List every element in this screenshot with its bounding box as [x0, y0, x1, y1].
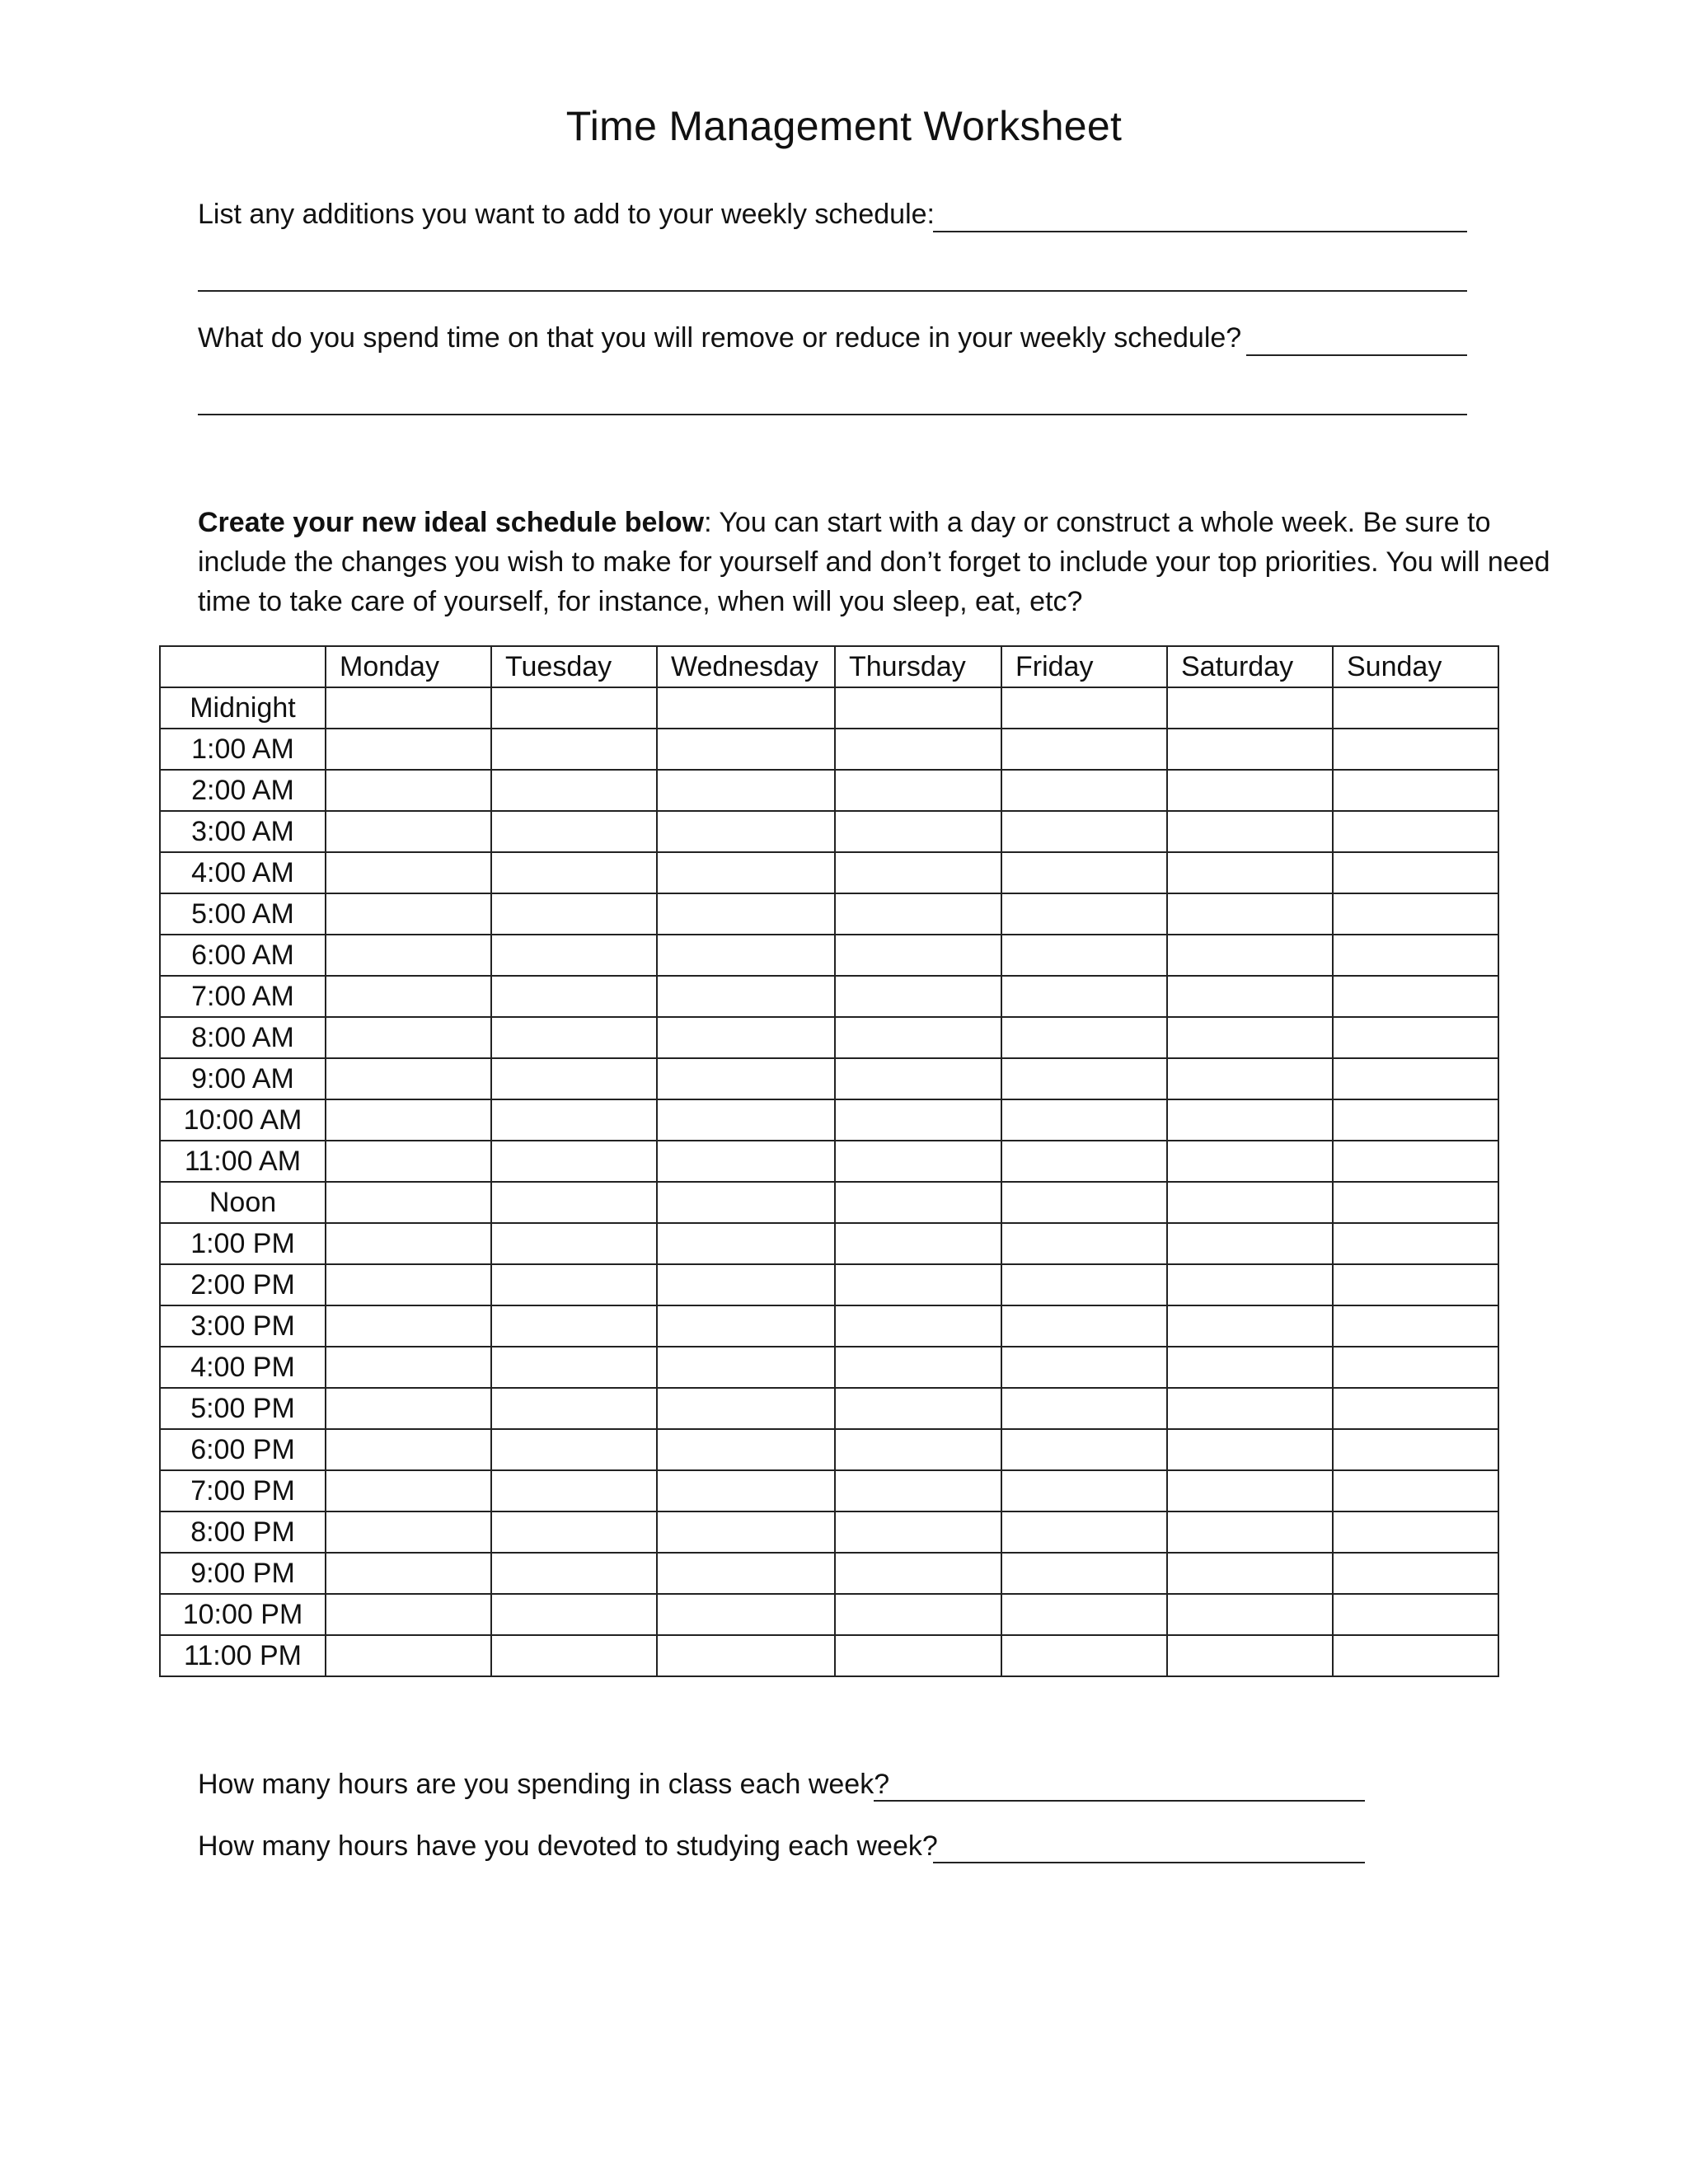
schedule-cell[interactable]	[491, 1223, 657, 1264]
schedule-cell[interactable]	[1333, 935, 1498, 976]
schedule-cell[interactable]	[835, 1635, 1001, 1676]
schedule-cell[interactable]	[1333, 976, 1498, 1017]
table-row	[160, 1388, 1498, 1429]
time-label: Midnight	[160, 687, 326, 729]
schedule-cell[interactable]	[491, 1470, 657, 1511]
table-row	[160, 1305, 1498, 1347]
schedule-cell[interactable]	[835, 1553, 1001, 1594]
schedule-cell[interactable]	[1333, 1470, 1498, 1511]
schedule-cell[interactable]	[1167, 770, 1333, 811]
schedule-cell[interactable]	[1167, 1099, 1333, 1141]
table-row	[160, 1347, 1498, 1388]
additions-answer-line-1[interactable]	[933, 231, 1467, 232]
schedule-cell[interactable]	[1167, 1182, 1333, 1223]
schedule-cell[interactable]	[491, 729, 657, 770]
schedule-cell[interactable]	[835, 1305, 1001, 1347]
time-label: 3:00 PM	[160, 1305, 326, 1347]
schedule-cell[interactable]	[1167, 1223, 1333, 1264]
schedule-cell[interactable]	[1001, 935, 1167, 976]
schedule-cell[interactable]	[326, 729, 491, 770]
schedule-cell[interactable]	[835, 1429, 1001, 1470]
table-row	[160, 1594, 1498, 1635]
schedule-cell[interactable]	[1167, 1305, 1333, 1347]
schedule-cell[interactable]	[657, 1511, 835, 1553]
schedule-cell[interactable]	[1001, 1141, 1167, 1182]
schedule-cell[interactable]	[1167, 1553, 1333, 1594]
schedule-cell[interactable]	[1167, 687, 1333, 729]
schedule-cell[interactable]	[835, 1223, 1001, 1264]
schedule-cell[interactable]	[491, 1594, 657, 1635]
schedule-cell[interactable]	[491, 1182, 657, 1223]
schedule-cell[interactable]	[835, 1347, 1001, 1388]
time-label: 10:00 AM	[160, 1099, 326, 1141]
schedule-cell[interactable]	[1167, 811, 1333, 852]
schedule-cell[interactable]	[1001, 1017, 1167, 1058]
schedule-cell[interactable]	[1333, 1594, 1498, 1635]
schedule-cell[interactable]	[1001, 1388, 1167, 1429]
schedule-cell[interactable]	[835, 893, 1001, 935]
schedule-cell[interactable]	[491, 770, 657, 811]
table-row	[160, 852, 1498, 893]
schedule-cell[interactable]	[326, 1017, 491, 1058]
schedule-cell[interactable]	[491, 1635, 657, 1676]
study-hours-question: How many hours have you devoted to studying each week?	[198, 1830, 938, 1862]
schedule-cell[interactable]	[491, 1511, 657, 1553]
schedule-cell[interactable]	[491, 1141, 657, 1182]
schedule-cell[interactable]	[1001, 1347, 1167, 1388]
table-row	[160, 1511, 1498, 1553]
table-row	[160, 687, 1498, 729]
schedule-cell[interactable]	[1333, 1058, 1498, 1099]
schedule-cell[interactable]	[1167, 893, 1333, 935]
schedule-cell[interactable]	[1001, 1182, 1167, 1223]
schedule-cell[interactable]	[1001, 893, 1167, 935]
schedule-cell[interactable]	[657, 687, 835, 729]
schedule-cell[interactable]	[1167, 1470, 1333, 1511]
schedule-cell[interactable]	[1001, 770, 1167, 811]
schedule-cell[interactable]	[1333, 1182, 1498, 1223]
time-label: 9:00 PM	[160, 1553, 326, 1594]
schedule-cell[interactable]	[491, 1264, 657, 1305]
schedule-cell[interactable]	[835, 1141, 1001, 1182]
schedule-cell[interactable]	[1167, 1594, 1333, 1635]
schedule-cell[interactable]	[1333, 811, 1498, 852]
schedule-cell[interactable]	[1167, 935, 1333, 976]
day-header-thursday: Thursday	[835, 646, 1001, 687]
table-row	[160, 770, 1498, 811]
schedule-cell[interactable]	[1001, 729, 1167, 770]
class-hours-question: How many hours are you spending in class each week?	[198, 1769, 890, 1800]
schedule-cell[interactable]	[326, 1223, 491, 1264]
time-label: 6:00 PM	[160, 1429, 326, 1470]
time-label: 1:00 AM	[160, 729, 326, 770]
schedule-cell[interactable]	[1333, 1141, 1498, 1182]
schedule-cell[interactable]	[1001, 1594, 1167, 1635]
schedule-cell[interactable]	[835, 1264, 1001, 1305]
schedule-cell[interactable]	[326, 1429, 491, 1470]
study-hours-answer-line[interactable]	[933, 1862, 1365, 1863]
schedule-cell[interactable]	[1167, 852, 1333, 893]
schedule-cell[interactable]	[491, 1347, 657, 1388]
schedule-cell[interactable]	[657, 770, 835, 811]
time-label: 8:00 PM	[160, 1511, 326, 1553]
day-header-saturday: Saturday	[1167, 646, 1333, 687]
schedule-cell[interactable]	[657, 893, 835, 935]
page-title: Time Management Worksheet	[565, 103, 1123, 149]
schedule-cell[interactable]	[657, 729, 835, 770]
schedule-cell[interactable]	[1333, 770, 1498, 811]
schedule-cell[interactable]	[835, 1182, 1001, 1223]
schedule-cell[interactable]	[1001, 852, 1167, 893]
time-label: 9:00 AM	[160, 1058, 326, 1099]
schedule-cell[interactable]	[491, 687, 657, 729]
time-label: 7:00 AM	[160, 976, 326, 1017]
additions-question: List any additions you want to add to your weekly schedule:	[198, 199, 935, 230]
schedule-cell[interactable]	[1333, 1305, 1498, 1347]
schedule-cell[interactable]	[1333, 1511, 1498, 1553]
schedule-cell[interactable]	[1333, 1388, 1498, 1429]
schedule-cell[interactable]	[1001, 1635, 1167, 1676]
schedule-cell[interactable]	[326, 852, 491, 893]
schedule-cell[interactable]	[326, 1058, 491, 1099]
time-label: 4:00 PM	[160, 1347, 326, 1388]
table-row	[160, 1264, 1498, 1305]
schedule-cell[interactable]	[326, 1141, 491, 1182]
time-label: 3:00 AM	[160, 811, 326, 852]
table-row	[160, 1182, 1498, 1223]
schedule-cell[interactable]	[1001, 1264, 1167, 1305]
schedule-cell[interactable]	[657, 1223, 835, 1264]
remove-question: What do you spend time on that you will remove or reduce in your weekly schedule?	[198, 322, 1242, 354]
remove-answer-line-1[interactable]	[1246, 354, 1467, 356]
schedule-cell[interactable]	[657, 1470, 835, 1511]
table-row	[160, 811, 1498, 852]
time-label: 5:00 AM	[160, 893, 326, 935]
schedule-cell[interactable]	[657, 1347, 835, 1388]
table-row	[160, 1553, 1498, 1594]
day-header-tuesday: Tuesday	[491, 646, 657, 687]
schedule-cell[interactable]	[1167, 1264, 1333, 1305]
corner-cell	[160, 646, 326, 687]
schedule-cell[interactable]	[326, 1553, 491, 1594]
schedule-cell[interactable]	[1167, 976, 1333, 1017]
schedule-cell[interactable]	[1001, 1511, 1167, 1553]
schedule-cell[interactable]	[1167, 1347, 1333, 1388]
schedule-cell[interactable]	[1333, 1017, 1498, 1058]
schedule-cell[interactable]	[835, 729, 1001, 770]
schedule-cell[interactable]	[835, 1511, 1001, 1553]
schedule-cell[interactable]	[491, 935, 657, 976]
schedule-cell[interactable]	[835, 1017, 1001, 1058]
schedule-cell[interactable]	[491, 893, 657, 935]
schedule-cell[interactable]	[657, 976, 835, 1017]
schedule-cell[interactable]	[1001, 1429, 1167, 1470]
schedule-cell[interactable]	[491, 1388, 657, 1429]
schedule-cell[interactable]	[326, 687, 491, 729]
schedule-cell[interactable]	[1333, 1553, 1498, 1594]
schedule-cell[interactable]	[1167, 1058, 1333, 1099]
schedule-cell[interactable]	[1001, 1099, 1167, 1141]
schedule-cell[interactable]	[326, 1099, 491, 1141]
schedule-cell[interactable]	[1333, 687, 1498, 729]
schedule-cell[interactable]	[326, 893, 491, 935]
schedule-cell[interactable]	[657, 1099, 835, 1141]
schedule-cell[interactable]	[1001, 1305, 1167, 1347]
additions-answer-line-2[interactable]	[198, 290, 1467, 292]
time-label: 1:00 PM	[160, 1223, 326, 1264]
schedule-cell[interactable]	[835, 1058, 1001, 1099]
schedule-cell[interactable]	[657, 1264, 835, 1305]
schedule-cell[interactable]	[1333, 1347, 1498, 1388]
table-row	[160, 935, 1498, 976]
schedule-cell[interactable]	[657, 1182, 835, 1223]
table-row	[160, 1429, 1498, 1470]
schedule-cell[interactable]	[1333, 1429, 1498, 1470]
schedule-cell[interactable]	[1167, 1511, 1333, 1553]
weekly-schedule-table	[159, 645, 1499, 1677]
schedule-cell[interactable]	[326, 1470, 491, 1511]
time-label: 2:00 PM	[160, 1264, 326, 1305]
schedule-cell[interactable]	[326, 976, 491, 1017]
schedule-cell[interactable]	[1167, 1635, 1333, 1676]
table-row	[160, 1635, 1498, 1676]
schedule-cell[interactable]	[835, 935, 1001, 976]
table-row	[160, 1141, 1498, 1182]
schedule-cell[interactable]	[491, 1099, 657, 1141]
time-label: 8:00 AM	[160, 1017, 326, 1058]
schedule-cell[interactable]	[1333, 1635, 1498, 1676]
schedule-cell[interactable]	[491, 1429, 657, 1470]
schedule-cell[interactable]	[657, 852, 835, 893]
schedule-cell[interactable]	[657, 1388, 835, 1429]
schedule-cell[interactable]	[1167, 1141, 1333, 1182]
schedule-cell[interactable]	[657, 1058, 835, 1099]
schedule-cell[interactable]	[657, 1141, 835, 1182]
schedule-cell[interactable]	[1333, 852, 1498, 893]
schedule-cell[interactable]	[657, 811, 835, 852]
day-header-wednesday: Wednesday	[657, 646, 835, 687]
schedule-cell[interactable]	[1333, 1264, 1498, 1305]
day-header-sunday: Sunday	[1333, 646, 1498, 687]
table-row	[160, 1017, 1498, 1058]
class-hours-answer-line[interactable]	[874, 1800, 1365, 1802]
time-label: 7:00 PM	[160, 1470, 326, 1511]
schedule-cell[interactable]	[491, 1553, 657, 1594]
schedule-cell[interactable]	[491, 976, 657, 1017]
day-header-friday: Friday	[1001, 646, 1167, 687]
table-row	[160, 729, 1498, 770]
schedule-cell[interactable]	[326, 1182, 491, 1223]
schedule-cell[interactable]	[657, 935, 835, 976]
schedule-cell[interactable]	[326, 1635, 491, 1676]
schedule-cell[interactable]	[326, 1388, 491, 1429]
time-label: 6:00 AM	[160, 935, 326, 976]
schedule-cell[interactable]	[1333, 893, 1498, 935]
table-row	[160, 1470, 1498, 1511]
remove-answer-line-2[interactable]	[198, 414, 1467, 415]
instructions-heading: Create your new ideal schedule below	[198, 507, 705, 538]
schedule-cell[interactable]	[491, 1305, 657, 1347]
table-row	[160, 1223, 1498, 1264]
time-label: 11:00 PM	[160, 1635, 326, 1676]
table-row	[160, 1099, 1498, 1141]
schedule-cell[interactable]	[835, 1594, 1001, 1635]
schedule-cell[interactable]	[657, 1429, 835, 1470]
schedule-cell[interactable]	[835, 852, 1001, 893]
schedule-cell[interactable]	[1167, 1429, 1333, 1470]
schedule-cell[interactable]	[835, 811, 1001, 852]
table-row	[160, 976, 1498, 1017]
schedule-cell[interactable]	[1001, 811, 1167, 852]
schedule-cell[interactable]	[491, 1017, 657, 1058]
schedule-cell[interactable]	[1333, 1099, 1498, 1141]
schedule-cell[interactable]	[1001, 687, 1167, 729]
schedule-cell[interactable]	[1167, 729, 1333, 770]
schedule-cell[interactable]	[326, 770, 491, 811]
schedule-cell[interactable]	[657, 1635, 835, 1676]
schedule-cell[interactable]	[657, 1553, 835, 1594]
schedule-cell[interactable]	[835, 687, 1001, 729]
time-label: 4:00 AM	[160, 852, 326, 893]
time-label: 11:00 AM	[160, 1141, 326, 1182]
time-label: 2:00 AM	[160, 770, 326, 811]
time-label: 10:00 PM	[160, 1594, 326, 1635]
table-row	[160, 893, 1498, 935]
schedule-cell[interactable]	[1333, 1223, 1498, 1264]
schedule-instructions	[198, 503, 1566, 621]
schedule-cell[interactable]	[835, 1388, 1001, 1429]
schedule-cell[interactable]	[326, 811, 491, 852]
schedule-cell[interactable]	[657, 1594, 835, 1635]
instructions-text: : You can start with a day or construct a whole week. Be sure to include the changes you wish to make for yourself and don’t forget to include your top priorities. You will need time to take care of yourself, for instance, when will you sleep, eat, etc?	[198, 507, 1550, 617]
schedule-cell[interactable]	[835, 1470, 1001, 1511]
schedule-cell[interactable]	[1001, 1058, 1167, 1099]
schedule-cell[interactable]	[657, 1305, 835, 1347]
schedule-cell[interactable]	[1001, 1470, 1167, 1511]
time-label: Noon	[160, 1182, 326, 1223]
schedule-cell[interactable]	[491, 1058, 657, 1099]
schedule-cell[interactable]	[326, 1347, 491, 1388]
schedule-cell[interactable]	[835, 976, 1001, 1017]
schedule-cell[interactable]	[1001, 1223, 1167, 1264]
schedule-cell[interactable]	[491, 811, 657, 852]
table-header-row	[160, 646, 1498, 687]
schedule-cell[interactable]	[1333, 729, 1498, 770]
table-row	[160, 1058, 1498, 1099]
schedule-cell[interactable]	[1001, 1553, 1167, 1594]
schedule-cell[interactable]	[326, 935, 491, 976]
schedule-cell[interactable]	[1167, 1388, 1333, 1429]
schedule-cell[interactable]	[491, 852, 657, 893]
schedule-cell[interactable]	[326, 1594, 491, 1635]
schedule-cell[interactable]	[326, 1511, 491, 1553]
schedule-cell[interactable]	[1001, 976, 1167, 1017]
schedule-cell[interactable]	[1167, 1017, 1333, 1058]
day-header-monday: Monday	[326, 646, 491, 687]
schedule-cell[interactable]	[657, 1017, 835, 1058]
schedule-cell[interactable]	[326, 1264, 491, 1305]
time-label: 5:00 PM	[160, 1388, 326, 1429]
schedule-cell[interactable]	[835, 770, 1001, 811]
schedule-cell[interactable]	[835, 1099, 1001, 1141]
schedule-cell[interactable]	[326, 1305, 491, 1347]
